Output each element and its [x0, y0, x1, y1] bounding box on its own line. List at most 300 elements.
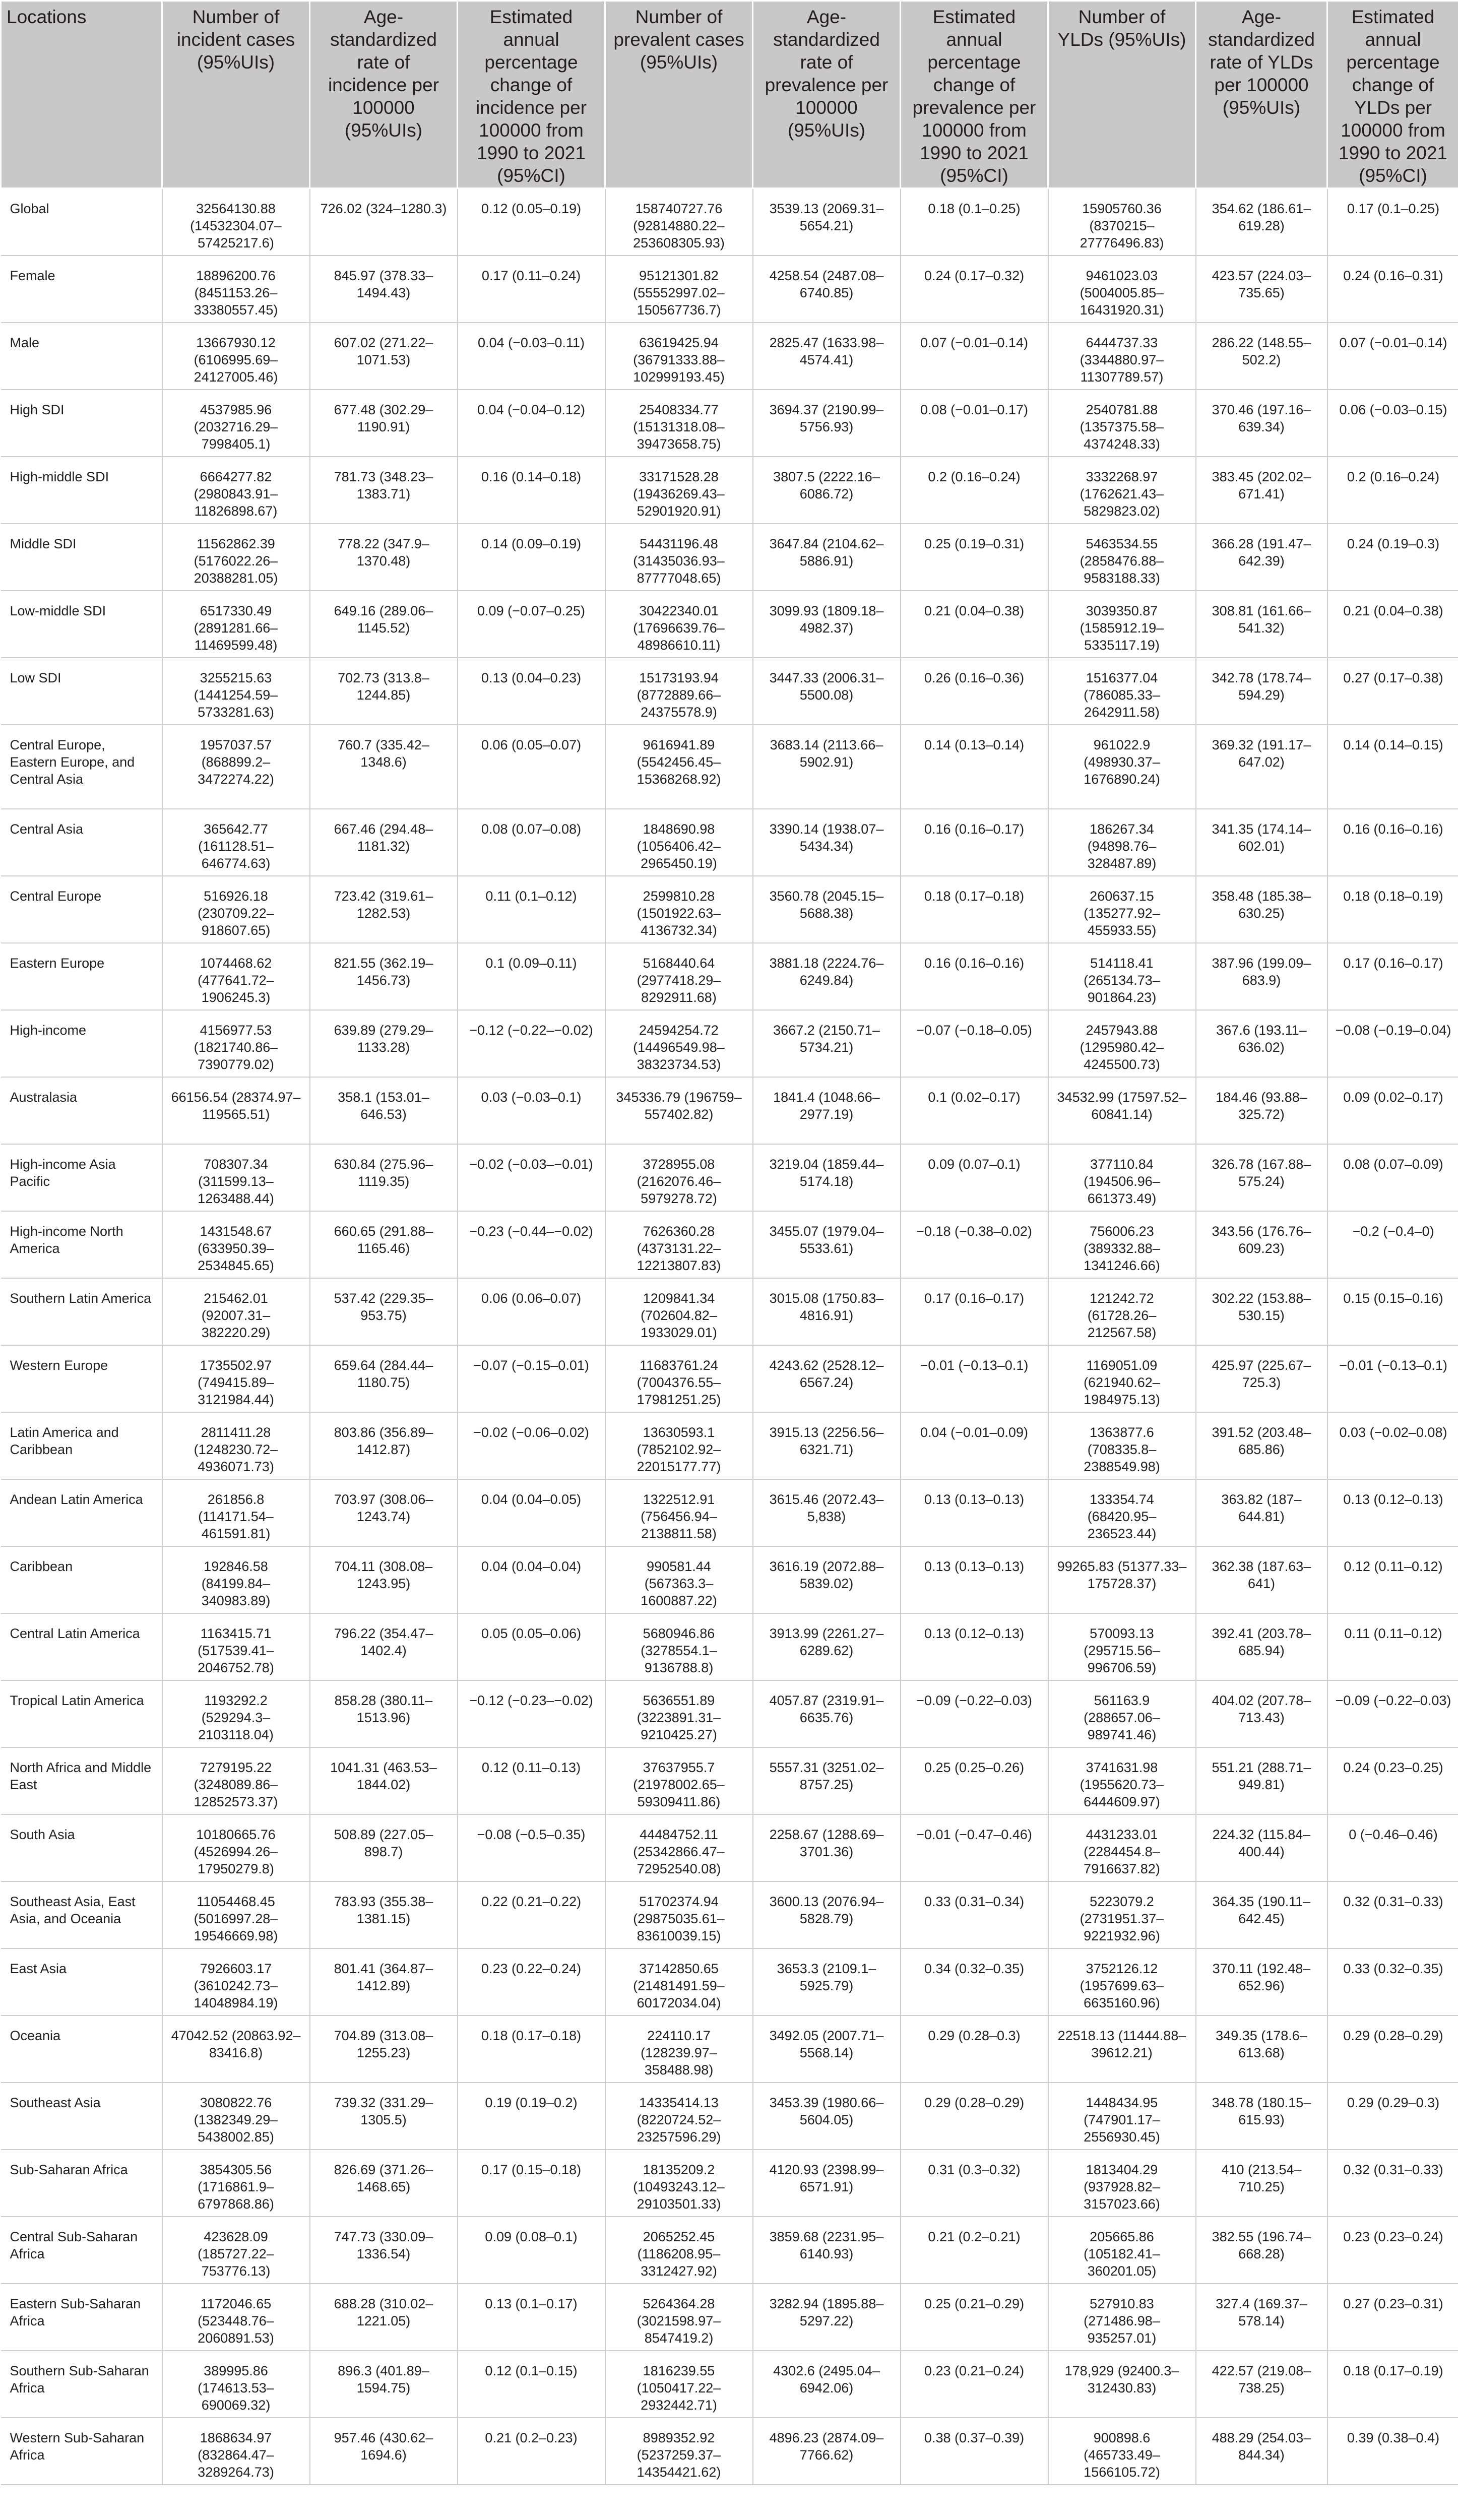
value-cell: −0.07 (−0.18–0.05) — [901, 1010, 1048, 1077]
value-cell: 726.02 (324–1280.3) — [310, 188, 458, 256]
value-cell: 358.1 (153.01–646.53) — [310, 1077, 458, 1144]
table-row — [1, 1278, 1458, 1345]
value-cell: 561163.9 (288657.06–989741.46) — [1048, 1680, 1196, 1747]
value-cell: 760.7 (335.42–1348.6) — [310, 725, 458, 809]
location-cell: Eastern Europe — [1, 943, 162, 1010]
value-cell: 2540781.88 (1357375.58–4374248.33) — [1048, 390, 1196, 457]
value-cell: 30422340.01 (17696639.76–48986610.11) — [605, 591, 753, 658]
location-cell: High-middle SDI — [1, 457, 162, 524]
value-cell: 11562862.39 (5176022.26–20388281.05) — [162, 524, 310, 591]
value-cell: 0.14 (0.09–0.19) — [458, 524, 605, 591]
value-cell: 723.42 (319.61–1282.53) — [310, 876, 458, 943]
value-cell: 0.18 (0.1–0.25) — [901, 188, 1048, 256]
value-cell: 0.05 (0.05–0.06) — [458, 1613, 605, 1680]
table-row — [1, 2418, 1458, 2485]
value-cell: 11683761.24 (7004376.55–17981251.25) — [605, 1345, 753, 1412]
value-cell: 0.31 (0.3–0.32) — [901, 2150, 1048, 2217]
value-cell: 205665.86 (105182.41–360201.05) — [1048, 2217, 1196, 2284]
value-cell: 158740727.76 (92814880.22–253608305.93) — [605, 188, 753, 256]
table-row — [1, 1747, 1458, 1814]
value-cell: 0.11 (0.11–0.12) — [1327, 1613, 1458, 1680]
value-cell: 6664277.82 (2980843.91–11826898.67) — [162, 457, 310, 524]
value-cell: 0.24 (0.16–0.31) — [1327, 256, 1458, 323]
table-row — [1, 1010, 1458, 1077]
table-row — [1, 591, 1458, 658]
value-cell: 0.04 (0.04–0.04) — [458, 1546, 605, 1613]
value-cell: 0.12 (0.11–0.13) — [458, 1747, 605, 1814]
value-cell: 3455.07 (1979.04–5533.61) — [753, 1211, 901, 1278]
value-cell: 3683.14 (2113.66–5902.91) — [753, 725, 901, 809]
value-cell: 0.07 (−0.01–0.14) — [901, 323, 1048, 390]
value-cell: 0.29 (0.28–0.29) — [1327, 2015, 1458, 2083]
value-cell: 18896200.76 (8451153.26–33380557.45) — [162, 256, 310, 323]
value-cell: 389995.86 (174613.53–690069.32) — [162, 2351, 310, 2418]
value-cell: 15173193.94 (8772889.66–24375578.9) — [605, 658, 753, 725]
value-cell: 0.21 (0.04–0.38) — [901, 591, 1048, 658]
value-cell: 51702374.94 (29875035.61–83610039.15) — [605, 1881, 753, 1948]
value-cell: 0.09 (−0.07–0.25) — [458, 591, 605, 658]
value-cell: 0.1 (0.09–0.11) — [458, 943, 605, 1010]
value-cell: 2811411.28 (1248230.72–4936071.73) — [162, 1412, 310, 1479]
value-cell: 0.29 (0.29–0.3) — [1327, 2083, 1458, 2150]
location-cell: Tropical Latin America — [1, 1680, 162, 1747]
value-cell: 3616.19 (2072.88–5839.02) — [753, 1546, 901, 1613]
value-cell: 3647.84 (2104.62–5886.91) — [753, 524, 901, 591]
value-cell: 0.32 (0.31–0.33) — [1327, 2150, 1458, 2217]
value-cell: 0.23 (0.21–0.24) — [901, 2351, 1048, 2418]
value-cell: −0.01 (−0.47–0.46) — [901, 1814, 1048, 1881]
value-cell: 6444737.33 (3344880.97–11307789.57) — [1048, 323, 1196, 390]
value-cell: 341.35 (174.14–602.01) — [1196, 809, 1327, 876]
value-cell: 649.16 (289.06–1145.52) — [310, 591, 458, 658]
value-cell: 3080822.76 (1382349.29–5438002.85) — [162, 2083, 310, 2150]
value-cell: 363.82 (187–644.81) — [1196, 1479, 1327, 1546]
value-cell: −0.08 (−0.19–0.04) — [1327, 1010, 1458, 1077]
table-header — [1, 1, 1458, 188]
value-cell: 739.32 (331.29–1305.5) — [310, 2083, 458, 2150]
value-cell: −0.18 (−0.38–0.02) — [901, 1211, 1048, 1278]
value-cell: 0.04 (−0.03–0.11) — [458, 323, 605, 390]
location-cell: Southern Sub-Saharan Africa — [1, 2351, 162, 2418]
value-cell: 783.93 (355.38–1381.15) — [310, 1881, 458, 1948]
value-cell: 364.35 (190.11–642.45) — [1196, 1881, 1327, 1948]
value-cell: 0.12 (0.1–0.15) — [458, 2351, 605, 2418]
value-cell: 37142850.65 (21481491.59–60172034.04) — [605, 1948, 753, 2015]
value-cell: 4537985.96 (2032716.29–7998405.1) — [162, 390, 310, 457]
location-cell: Southeast Asia, East Asia, and Oceania — [1, 1881, 162, 1948]
value-cell: 367.6 (193.11–636.02) — [1196, 1010, 1327, 1077]
value-cell: 1448434.95 (747901.17–2556930.45) — [1048, 2083, 1196, 2150]
value-cell: 184.46 (93.88–325.72) — [1196, 1077, 1327, 1144]
table-row — [1, 1613, 1458, 1680]
value-cell: −0.09 (−0.22–0.03) — [901, 1680, 1048, 1747]
column-header: Number of incident cases (95%UIs) — [162, 1, 310, 188]
value-cell: −0.23 (−0.44–−0.02) — [458, 1211, 605, 1278]
value-cell: 261856.8 (114171.54–461591.81) — [162, 1479, 310, 1546]
value-cell: 1363877.6 (708335.8–2388549.98) — [1048, 1412, 1196, 1479]
value-cell: 990581.44 (567363.3–1600887.22) — [605, 1546, 753, 1613]
value-cell: 0.06 (−0.03–0.15) — [1327, 390, 1458, 457]
value-cell: 47042.52 (20863.92–83416.8) — [162, 2015, 310, 2083]
location-cell: High-income North America — [1, 1211, 162, 1278]
value-cell: 383.45 (202.02–671.41) — [1196, 457, 1327, 524]
value-cell: 0.03 (−0.03–0.1) — [458, 1077, 605, 1144]
header-row — [1, 1, 1458, 188]
value-cell: 6517330.49 (2891281.66–11469599.48) — [162, 591, 310, 658]
value-cell: 0.09 (0.02–0.17) — [1327, 1077, 1458, 1144]
value-cell: 1813404.29 (937928.82–3157023.66) — [1048, 2150, 1196, 2217]
value-cell: 0.12 (0.05–0.19) — [458, 188, 605, 256]
value-cell: 0.06 (0.05–0.07) — [458, 725, 605, 809]
table-row — [1, 1345, 1458, 1412]
value-cell: 0.25 (0.21–0.29) — [901, 2284, 1048, 2351]
value-cell: 0.13 (0.13–0.13) — [901, 1479, 1048, 1546]
table-row — [1, 1546, 1458, 1613]
table-row — [1, 2217, 1458, 2284]
value-cell: 354.62 (186.61–619.28) — [1196, 188, 1327, 256]
value-cell: −0.01 (−0.13–0.1) — [901, 1345, 1048, 1412]
table-row — [1, 457, 1458, 524]
value-cell: 0.14 (0.14–0.15) — [1327, 725, 1458, 809]
location-cell: High-income — [1, 1010, 162, 1077]
value-cell: 4896.23 (2874.09–7766.62) — [753, 2418, 901, 2485]
column-header: Age-standardized rate of prevalence per 100000 (95%UIs) — [753, 1, 901, 188]
value-cell: 410 (213.54–710.25) — [1196, 2150, 1327, 2217]
value-cell: 1735502.97 (749415.89–3121984.44) — [162, 1345, 310, 1412]
location-cell: Andean Latin America — [1, 1479, 162, 1546]
value-cell: 702.73 (313.8–1244.85) — [310, 658, 458, 725]
table-row — [1, 1211, 1458, 1278]
value-cell: 0.25 (0.19–0.31) — [901, 524, 1048, 591]
location-cell: Female — [1, 256, 162, 323]
value-cell: −0.12 (−0.22–−0.02) — [458, 1010, 605, 1077]
location-cell: Central Sub-Saharan Africa — [1, 2217, 162, 2284]
value-cell: 66156.54 (28374.97–119565.51) — [162, 1077, 310, 1144]
value-cell: 516926.18 (230709.22–918607.65) — [162, 876, 310, 943]
location-cell: Low-middle SDI — [1, 591, 162, 658]
value-cell: 3600.13 (2076.94–5828.79) — [753, 1881, 901, 1948]
value-cell: 0.06 (0.06–0.07) — [458, 1278, 605, 1345]
value-cell: 3854305.56 (1716861.9–6797868.86) — [162, 2150, 310, 2217]
value-cell: 0.09 (0.08–0.1) — [458, 2217, 605, 2284]
value-cell: 327.4 (169.37–578.14) — [1196, 2284, 1327, 2351]
value-cell: 369.32 (191.17–647.02) — [1196, 725, 1327, 809]
value-cell: 54431196.48 (31435036.93–87777048.65) — [605, 524, 753, 591]
value-cell: 4243.62 (2528.12–6567.24) — [753, 1345, 901, 1412]
value-cell: 308.81 (161.66–541.32) — [1196, 591, 1327, 658]
value-cell: 527910.83 (271486.98–935257.01) — [1048, 2284, 1196, 2351]
value-cell: 708307.34 (311599.13–1263488.44) — [162, 1144, 310, 1211]
value-cell: 3039350.87 (1585912.19–5335117.19) — [1048, 591, 1196, 658]
value-cell: 260637.15 (135277.92–455933.55) — [1048, 876, 1196, 943]
value-cell: 508.89 (227.05–898.7) — [310, 1814, 458, 1881]
table-body — [1, 188, 1458, 2485]
value-cell: 607.02 (271.22–1071.53) — [310, 323, 458, 390]
value-cell: 845.97 (378.33–1494.43) — [310, 256, 458, 323]
column-header: Number of prevalent cases (95%UIs) — [605, 1, 753, 188]
value-cell: 0.18 (0.17–0.18) — [901, 876, 1048, 943]
value-cell: 826.69 (371.26–1468.65) — [310, 2150, 458, 2217]
value-cell: 1868634.97 (832864.47–3289264.73) — [162, 2418, 310, 2485]
value-cell: −0.02 (−0.06–0.02) — [458, 1412, 605, 1479]
value-cell: 0.17 (0.11–0.24) — [458, 256, 605, 323]
value-cell: 957.46 (430.62–1694.6) — [310, 2418, 458, 2485]
value-cell: 1209841.34 (702604.82–1933029.01) — [605, 1278, 753, 1345]
value-cell: 0.1 (0.02–0.17) — [901, 1077, 1048, 1144]
value-cell: 3255215.63 (1441254.59–5733281.63) — [162, 658, 310, 725]
value-cell: 5168440.64 (2977418.29–8292911.68) — [605, 943, 753, 1010]
value-cell: 2825.47 (1633.98–4574.41) — [753, 323, 901, 390]
value-cell: 0 (−0.46–0.46) — [1327, 1814, 1458, 1881]
table-row — [1, 2351, 1458, 2418]
value-cell: 0.14 (0.13–0.14) — [901, 725, 1048, 809]
value-cell: 0.04 (−0.04–0.12) — [458, 390, 605, 457]
value-cell: −0.02 (−0.03–−0.01) — [458, 1144, 605, 1211]
value-cell: 3881.18 (2224.76–6249.84) — [753, 943, 901, 1010]
value-cell: 0.17 (0.16–0.17) — [1327, 943, 1458, 1010]
value-cell: 121242.72 (61728.26–212567.58) — [1048, 1278, 1196, 1345]
value-cell: 0.27 (0.17–0.38) — [1327, 658, 1458, 725]
value-cell: 63619425.94 (36791333.88–102999193.45) — [605, 323, 753, 390]
value-cell: 186267.34 (94898.76–328487.89) — [1048, 809, 1196, 876]
value-cell: 3332268.97 (1762621.43–5829823.02) — [1048, 457, 1196, 524]
value-cell: 1172046.65 (523448.76–2060891.53) — [162, 2284, 310, 2351]
value-cell: 423.57 (224.03–735.65) — [1196, 256, 1327, 323]
value-cell: −0.08 (−0.5–0.35) — [458, 1814, 605, 1881]
value-cell: 5223079.2 (2731951.37–9221932.96) — [1048, 1881, 1196, 1948]
table-row — [1, 1680, 1458, 1747]
value-cell: −0.09 (−0.22–0.03) — [1327, 1680, 1458, 1747]
value-cell: 0.17 (0.1–0.25) — [1327, 188, 1458, 256]
table-row — [1, 1948, 1458, 2015]
value-cell: 9616941.89 (5542456.45–15368268.92) — [605, 725, 753, 809]
value-cell: 778.22 (347.9–1370.48) — [310, 524, 458, 591]
table-row — [1, 943, 1458, 1010]
value-cell: 1431548.67 (633950.39–2534845.65) — [162, 1211, 310, 1278]
value-cell: 14335414.13 (8220724.52–23257596.29) — [605, 2083, 753, 2150]
value-cell: 366.28 (191.47–642.39) — [1196, 524, 1327, 591]
value-cell: 639.89 (279.29–1133.28) — [310, 1010, 458, 1077]
value-cell: 422.57 (219.08–738.25) — [1196, 2351, 1327, 2418]
table-row — [1, 809, 1458, 876]
value-cell: 302.22 (153.88–530.15) — [1196, 1278, 1327, 1345]
value-cell: 0.18 (0.17–0.18) — [458, 2015, 605, 2083]
value-cell: 1841.4 (1048.66–2977.19) — [753, 1077, 901, 1144]
table-row — [1, 1144, 1458, 1211]
value-cell: 4431233.01 (2284454.8–7916637.82) — [1048, 1814, 1196, 1881]
value-cell: 0.16 (0.16–0.16) — [1327, 809, 1458, 876]
value-cell: 4156977.53 (1821740.86–7390779.02) — [162, 1010, 310, 1077]
value-cell: 224.32 (115.84–400.44) — [1196, 1814, 1327, 1881]
location-cell: High-income Asia Pacific — [1, 1144, 162, 1211]
value-cell: 0.13 (0.12–0.13) — [1327, 1479, 1458, 1546]
value-cell: 4057.87 (2319.91–6635.76) — [753, 1680, 901, 1747]
value-cell: 18135209.2 (10493243.12–29103501.33) — [605, 2150, 753, 2217]
value-cell: 377110.84 (194506.96–661373.49) — [1048, 1144, 1196, 1211]
value-cell: 3615.46 (2072.43–5,838) — [753, 1479, 901, 1546]
value-cell: 961022.9 (498930.37–1676890.24) — [1048, 725, 1196, 809]
value-cell: 348.78 (180.15–615.93) — [1196, 2083, 1327, 2150]
value-cell: 0.09 (0.07–0.1) — [901, 1144, 1048, 1211]
value-cell: 404.02 (207.78–713.43) — [1196, 1680, 1327, 1747]
column-header: Age-standardized rate of incidence per 100000 (95%UIs) — [310, 1, 458, 188]
value-cell: 7279195.22 (3248089.86–12852573.37) — [162, 1747, 310, 1814]
value-cell: 349.35 (178.6–613.68) — [1196, 2015, 1327, 2083]
value-cell: 0.13 (0.1–0.17) — [458, 2284, 605, 2351]
value-cell: 781.73 (348.23–1383.71) — [310, 457, 458, 524]
value-cell: 3560.78 (2045.15–5688.38) — [753, 876, 901, 943]
value-cell: 660.65 (291.88–1165.46) — [310, 1211, 458, 1278]
value-cell: 3099.93 (1809.18–4982.37) — [753, 591, 901, 658]
value-cell: 5264364.28 (3021598.97–8547419.2) — [605, 2284, 753, 2351]
value-cell: 44484752.11 (25342866.47–72952540.08) — [605, 1814, 753, 1881]
value-cell: 0.23 (0.23–0.24) — [1327, 2217, 1458, 2284]
value-cell: 13630593.1 (7852102.92–22015177.77) — [605, 1412, 753, 1479]
value-cell: 3492.05 (2007.71–5568.14) — [753, 2015, 901, 2083]
value-cell: 0.03 (−0.02–0.08) — [1327, 1412, 1458, 1479]
value-cell: 3653.3 (2109.1–5925.79) — [753, 1948, 901, 2015]
value-cell: 0.26 (0.16–0.36) — [901, 658, 1048, 725]
location-cell: Male — [1, 323, 162, 390]
table-row — [1, 1479, 1458, 1546]
value-cell: 0.04 (−0.01–0.09) — [901, 1412, 1048, 1479]
column-header: Estimated annual percentage change of incidence per 100000 from 1990 to 2021 (95%CI) — [458, 1, 605, 188]
value-cell: 0.07 (−0.01–0.14) — [1327, 323, 1458, 390]
value-cell: 0.27 (0.23–0.31) — [1327, 2284, 1458, 2351]
location-cell: Western Europe — [1, 1345, 162, 1412]
value-cell: 900898.6 (465733.49–1566105.72) — [1048, 2418, 1196, 2485]
value-cell: 537.42 (229.35–953.75) — [310, 1278, 458, 1345]
location-cell: Low SDI — [1, 658, 162, 725]
value-cell: 133354.74 (68420.95–236523.44) — [1048, 1479, 1196, 1546]
column-header: Locations — [1, 1, 162, 188]
value-cell: 704.89 (313.08–1255.23) — [310, 2015, 458, 2083]
table-row — [1, 256, 1458, 323]
value-cell: 11054468.45 (5016997.28–19546669.98) — [162, 1881, 310, 1948]
value-cell: −0.07 (−0.15–0.01) — [458, 1345, 605, 1412]
value-cell: 391.52 (203.48–685.86) — [1196, 1412, 1327, 1479]
value-cell: 3915.13 (2256.56–6321.71) — [753, 1412, 901, 1479]
value-cell: 0.24 (0.17–0.32) — [901, 256, 1048, 323]
value-cell: 382.55 (196.74–668.28) — [1196, 2217, 1327, 2284]
value-cell: 3219.04 (1859.44–5174.18) — [753, 1144, 901, 1211]
value-cell: 803.86 (356.89–1412.87) — [310, 1412, 458, 1479]
value-cell: 215462.01 (92007.31–382220.29) — [162, 1278, 310, 1345]
value-cell: 0.16 (0.14–0.18) — [458, 457, 605, 524]
value-cell: 0.33 (0.32–0.35) — [1327, 1948, 1458, 2015]
table-row — [1, 2083, 1458, 2150]
value-cell: 0.15 (0.15–0.16) — [1327, 1278, 1458, 1345]
table-row — [1, 1412, 1458, 1479]
value-cell: 3859.68 (2231.95–6140.93) — [753, 2217, 901, 2284]
value-cell: 821.55 (362.19–1456.73) — [310, 943, 458, 1010]
value-cell: 570093.13 (295715.56–996706.59) — [1048, 1613, 1196, 1680]
value-cell: 9461023.03 (5004005.85–16431920.31) — [1048, 256, 1196, 323]
value-cell: 3667.2 (2150.71–5734.21) — [753, 1010, 901, 1077]
value-cell: 3453.39 (1980.66–5604.05) — [753, 2083, 901, 2150]
value-cell: 3752126.12 (1957699.63–6635160.96) — [1048, 1948, 1196, 2015]
value-cell: 796.22 (354.47–1402.4) — [310, 1613, 458, 1680]
value-cell: 0.16 (0.16–0.16) — [901, 943, 1048, 1010]
value-cell: 3807.5 (2222.16–6086.72) — [753, 457, 901, 524]
table-row — [1, 1814, 1458, 1881]
location-cell: Southeast Asia — [1, 2083, 162, 2150]
value-cell: 345336.79 (196759–557402.82) — [605, 1077, 753, 1144]
value-cell: 0.39 (0.38–0.4) — [1327, 2418, 1458, 2485]
value-cell: 488.29 (254.03–844.34) — [1196, 2418, 1327, 2485]
value-cell: 704.11 (308.08–1243.95) — [310, 1546, 458, 1613]
value-cell: 0.08 (0.07–0.08) — [458, 809, 605, 876]
value-cell: 3741631.98 (1955620.73–6444609.97) — [1048, 1747, 1196, 1814]
value-cell: 0.29 (0.28–0.3) — [901, 2015, 1048, 2083]
value-cell: 659.64 (284.44–1180.75) — [310, 1345, 458, 1412]
value-cell: −0.2 (−0.4–0) — [1327, 1211, 1458, 1278]
value-cell: 387.96 (199.09–683.9) — [1196, 943, 1327, 1010]
table-row — [1, 725, 1458, 809]
value-cell: 677.48 (302.29–1190.91) — [310, 390, 458, 457]
value-cell: 0.18 (0.18–0.19) — [1327, 876, 1458, 943]
value-cell: 514118.41 (265134.73–901864.23) — [1048, 943, 1196, 1010]
location-cell: Central Europe, Eastern Europe, and Central Asia — [1, 725, 162, 809]
value-cell: 0.17 (0.15–0.18) — [458, 2150, 605, 2217]
value-cell: 551.21 (288.71–949.81) — [1196, 1747, 1327, 1814]
value-cell: 192846.58 (84199.84–340983.89) — [162, 1546, 310, 1613]
value-cell: 858.28 (380.11–1513.96) — [310, 1680, 458, 1747]
value-cell: 1074468.62 (477641.72–1906245.3) — [162, 943, 310, 1010]
value-cell: 15905760.36 (8370215–27776496.83) — [1048, 188, 1196, 256]
value-cell: 0.33 (0.31–0.34) — [901, 1881, 1048, 1948]
value-cell: 5636551.89 (3223891.31–9210425.27) — [605, 1680, 753, 1747]
table-row — [1, 390, 1458, 457]
value-cell: 13667930.12 (6106995.69–24127005.46) — [162, 323, 310, 390]
location-cell: Australasia — [1, 1077, 162, 1144]
value-cell: 0.08 (−0.01–0.17) — [901, 390, 1048, 457]
value-cell: 32564130.88 (14532304.07–57425217.6) — [162, 188, 310, 256]
location-cell: High SDI — [1, 390, 162, 457]
value-cell: 0.21 (0.2–0.21) — [901, 2217, 1048, 2284]
value-cell: 2457943.88 (1295980.42–4245500.73) — [1048, 1010, 1196, 1077]
value-cell: 358.48 (185.38–630.25) — [1196, 876, 1327, 943]
value-cell: 22518.13 (11444.88–39612.21) — [1048, 2015, 1196, 2083]
value-cell: 0.29 (0.28–0.29) — [901, 2083, 1048, 2150]
value-cell: 688.28 (310.02–1221.05) — [310, 2284, 458, 2351]
value-cell: 1816239.55 (1050417.22–2932442.71) — [605, 2351, 753, 2418]
table-row — [1, 2015, 1458, 2083]
value-cell: 0.12 (0.11–0.12) — [1327, 1546, 1458, 1613]
value-cell: 370.46 (197.16–639.34) — [1196, 390, 1327, 457]
location-cell: Western Sub-Saharan Africa — [1, 2418, 162, 2485]
location-cell: Central Asia — [1, 809, 162, 876]
value-cell: 3694.37 (2190.99–5756.93) — [753, 390, 901, 457]
value-cell: 630.84 (275.96–1119.35) — [310, 1144, 458, 1211]
value-cell: 95121301.82 (55552997.02–150567736.7) — [605, 256, 753, 323]
value-cell: 0.13 (0.13–0.13) — [901, 1546, 1048, 1613]
table-row — [1, 876, 1458, 943]
table-row — [1, 2284, 1458, 2351]
location-cell: East Asia — [1, 1948, 162, 2015]
value-cell: 0.11 (0.1–0.12) — [458, 876, 605, 943]
value-cell: 0.13 (0.04–0.23) — [458, 658, 605, 725]
value-cell: 801.41 (364.87–1412.89) — [310, 1948, 458, 2015]
value-cell: 1169051.09 (621940.62–1984975.13) — [1048, 1345, 1196, 1412]
value-cell: 24594254.72 (14496549.98–38323734.53) — [605, 1010, 753, 1077]
value-cell: 3390.14 (1938.07–5434.34) — [753, 809, 901, 876]
value-cell: 896.3 (401.89–1594.75) — [310, 2351, 458, 2418]
value-cell: 1193292.2 (529294.3–2103118.04) — [162, 1680, 310, 1747]
value-cell: 1322512.91 (756456.94–2138811.58) — [605, 1479, 753, 1546]
location-cell: Central Latin America — [1, 1613, 162, 1680]
value-cell: 0.08 (0.07–0.09) — [1327, 1144, 1458, 1211]
